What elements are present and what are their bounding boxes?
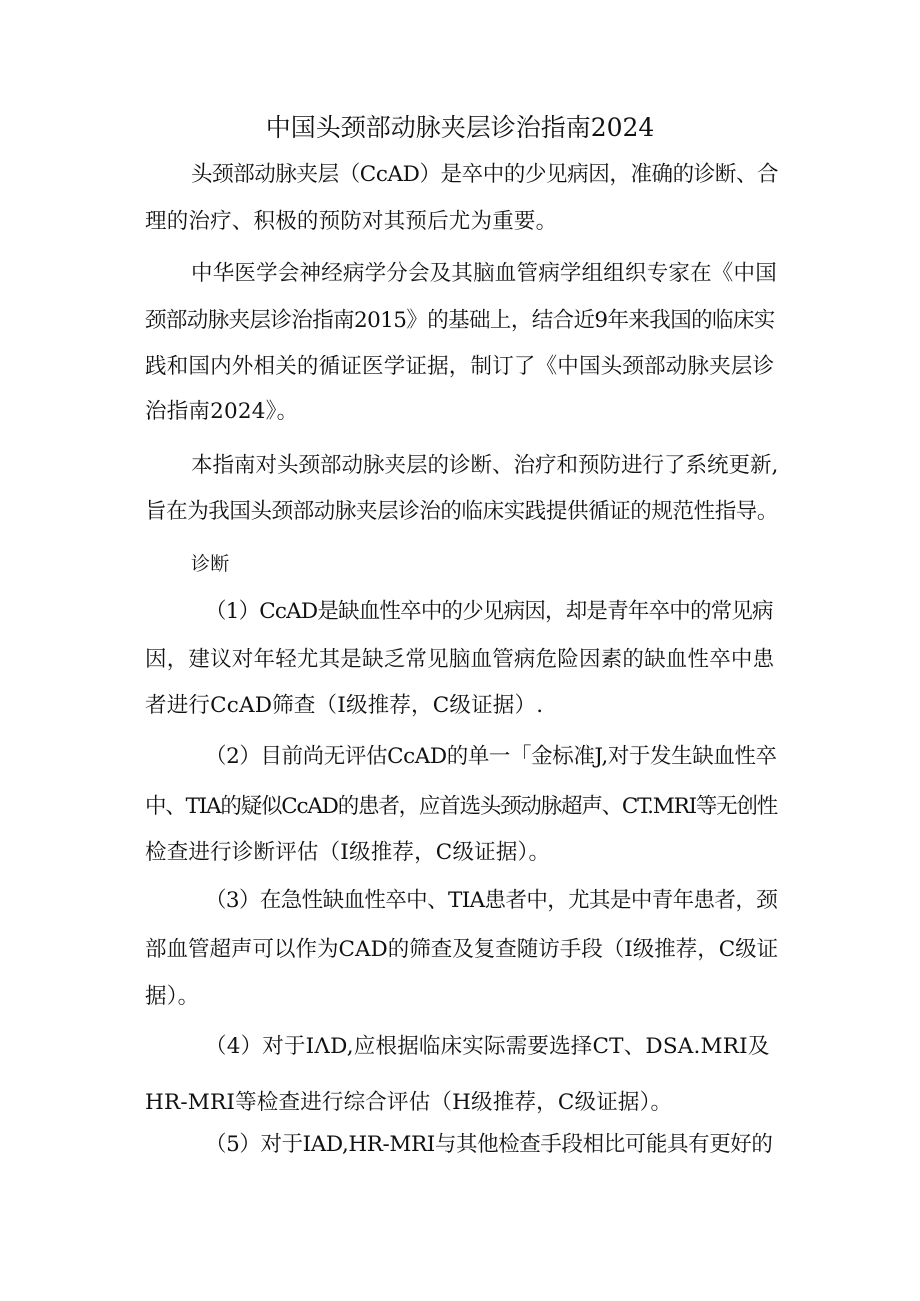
intro-p3-line-1: 本指南对头颈部动脉夹层的诊断、治疗和预防进行了系统更新, bbox=[191, 453, 779, 478]
item-3-line-1: （3）在急性缺血性卒中、TIA患者中，尤其是中青年患者，颈 bbox=[205, 888, 778, 913]
item-5-line-1: （5）对于IAD,HR-MRI与其他检查手段相比可能具有更好的 bbox=[205, 1132, 773, 1157]
item-4-line-1: （4）对于IΛD,应根据临床实际需要选择CT、DSA.MRI及 bbox=[205, 1034, 770, 1059]
document-title: 中国头颈部动脉夹层诊治指南2024 bbox=[265, 113, 655, 142]
intro-p3-line-2: 旨在为我国头颈部动脉夹层诊治的临床实践提供循证的规范性指导。 bbox=[145, 499, 779, 524]
intro-p1-line-1: 头颈部动脉夹层（CcAD）是卒中的少见病因，准确的诊断、合 bbox=[191, 162, 779, 187]
item-2-line-2: 中、TIA的疑似CcAD的患者，应首选头颈动脉超声、CT.MRI等无创性 bbox=[145, 794, 778, 819]
item-1-line-3: 者进行CcAD筛查（I级推荐，C级证据）. bbox=[145, 693, 544, 718]
section-heading-diagnosis: 诊断 bbox=[191, 553, 230, 575]
item-3-line-3: 据）。 bbox=[145, 984, 200, 1009]
intro-p2-line-3: 践和国内外相关的循证医学证据，制订了《中国头颈部动脉夹层诊 bbox=[145, 354, 775, 379]
intro-p2-line-4: 治指南2024》。 bbox=[145, 399, 299, 424]
item-1-line-1: （1）CcAD是缺血性卒中的少见病因，却是青年卒中的常见病 bbox=[205, 599, 773, 624]
item-1-line-2: 因，建议对年轻尤其是缺乏常见脑血管病危险因素的缺血性卒中患 bbox=[145, 647, 775, 672]
item-2-line-1: （2）目前尚无评估CcAD的单一「金标准J,对于发生缺血性卒 bbox=[205, 744, 777, 769]
item-2-line-3: 检查进行诊断评估（I级推荐，C级证据）。 bbox=[145, 840, 551, 865]
intro-p1-line-2: 理的治疗、积极的预防对其预后尤为重要。 bbox=[145, 209, 558, 234]
item-4-line-2: HR-MRI等检查进行综合评估（H级推荐，C级证据）。 bbox=[145, 1090, 673, 1115]
intro-p2-line-2: 颈部动脉夹层诊治指南2015》的基础上，结合近9年来我国的临床实 bbox=[145, 308, 775, 333]
item-3-line-2: 部血管超声可以作为CAD的筛查及复查随访手段（I级推荐，C级证 bbox=[145, 937, 779, 962]
intro-p2-line-1: 中华医学会神经病学分会及其脑血管病学组组织专家在《中国 bbox=[191, 261, 777, 286]
